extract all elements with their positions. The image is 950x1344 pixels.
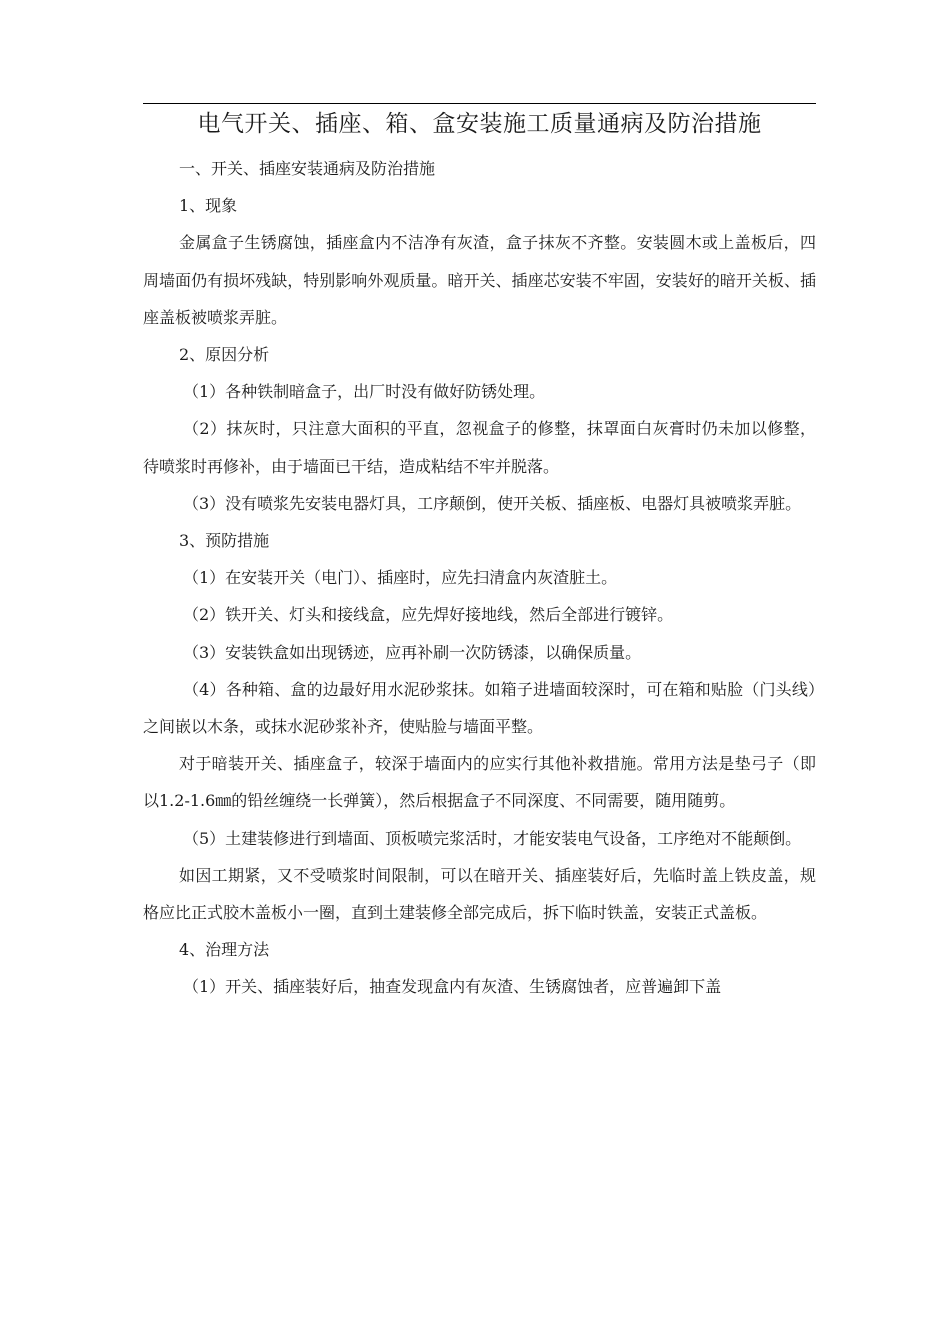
list-item: （2）抹灰时，只注意大面积的平直，忽视盒子的修整，抹罩面白灰膏时仍未加以修整，待喷浆时再修补，由于墙面已干结，造成粘结不牢并脱落。 [143,419,816,476]
paragraph: 如因工期紧，又不受喷浆时间限制，可以在暗开关、插座装好后，先临时盖上铁皮盖，规格应比正式胶木盖板小一圈，直到土建装修全部完成后，拆下临时铁盖，安装正式盖板。 [143,865,816,923]
list-item: （2）铁开关、灯头和接线盒，应先焊好接地线，然后全部进行镀锌。 [183,605,674,625]
list-item: （1）在安装开关（电门）、插座时，应先扫清盒内灰渣脏土。 [183,568,618,588]
subsection-heading: 3、预防措施 [179,531,270,551]
paragraph: 对于暗装开关、插座盒子，较深于墙面内的应实行其他补救措施。常用方法是垫弓子（即以1.2-1.6㎜的铅丝缠绕一长弹簧），然后根据盒子不同深度、不同需要，随用随剪。 [143,754,816,811]
list-item: （5）土建装修进行到墙面、顶板喷完浆活时，才能安装电气设备，工序绝对不能颠倒。 [183,828,802,848]
subsection-heading: 4、治理方法 [179,940,270,960]
list-item: （3）安装铁盒如出现锈迹，应再补刷一次防锈漆，以确保质量。 [183,642,642,662]
subsection-heading: 1、现象 [179,196,238,216]
paragraph: 金属盒子生锈腐蚀，插座盒内不洁净有灰渣，盒子抹灰不齐整。安装圆木或上盖板后，四周墙面仍有损坏残缺，特别影响外观质量。暗开关、插座芯安装不牢固，安装好的暗开关板、插座盖板被喷浆弄脏。 [143,233,816,327]
document-body [143,150,816,1006]
list-item: （4）各种箱、盒的边最好用水泥砂浆抹。如箱子进墙面较深时，可在箱和贴脸（门头线）之间嵌以木条，或抹水泥砂浆补齐，使贴脸与墙面平整。 [143,679,816,737]
list-item: （1）开关、插座装好后，抽查发现盒内有灰渣、生锈腐蚀者，应普遍卸下盖 [183,977,722,997]
page-title: 电气开关、插座、箱、盒安装施工质量通病及防治措施 [197,111,762,137]
list-item: （1）各种铁制暗盒子，出厂时没有做好防锈处理。 [183,382,546,402]
section-heading: 一、开关、插座安装通病及防治措施 [179,159,436,178]
subsection-heading: 2、原因分析 [179,345,270,365]
header-rule [143,103,816,104]
list-item: （3）没有喷浆先安装电器灯具，工序颠倒，使开关板、插座板、电器灯具被喷浆弄脏。 [183,493,802,513]
